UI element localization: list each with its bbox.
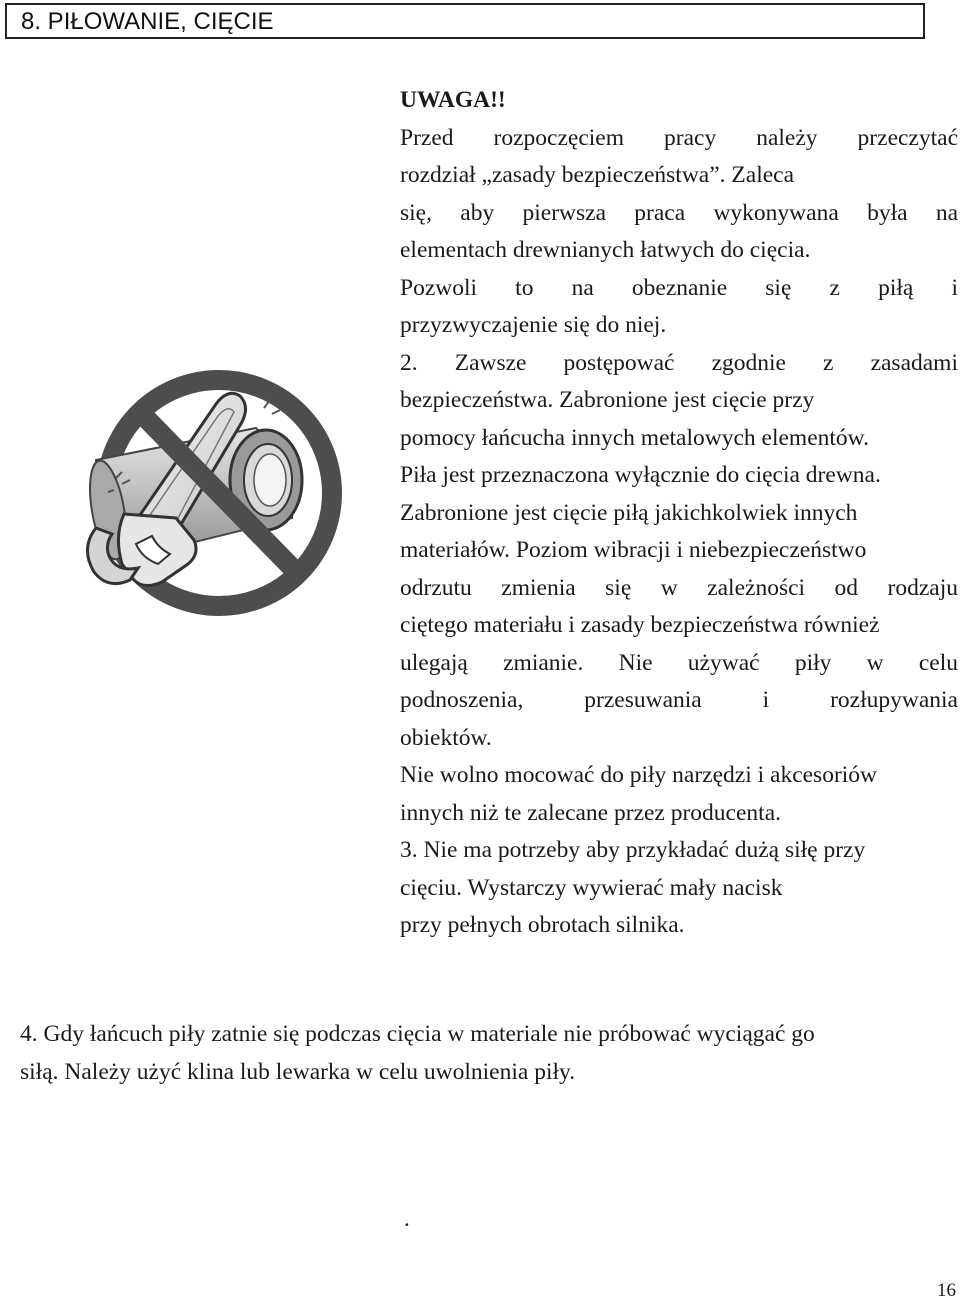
warning-line: bezpieczeństwa. Zabronione jest cięcie przy xyxy=(400,387,815,413)
no-cutting-metal-pipe-icon xyxy=(78,368,360,618)
warning-line: 2. Zawsze postępować zgodnie z zasadami xyxy=(400,349,958,376)
warning-line: materiałów. Poziom wibracji i niebezpieczeństwo xyxy=(400,537,867,563)
warning-line: ciętego materiału i zasady bezpieczeństwa również xyxy=(400,612,880,638)
warning-line: rozdział „zasady bezpieczeństwa”. Zaleca xyxy=(400,162,795,188)
warning-line: przyzwyczajenie się do niej. xyxy=(400,312,667,338)
warning-line: ulegają zmianie. Nie używać piły w celu xyxy=(400,649,958,676)
warning-line: Nie wolno mocować do piły narzędzi i akcesoriów xyxy=(400,762,878,788)
warning-line: obiektów. xyxy=(400,724,492,751)
note-4-paragraph xyxy=(20,1016,960,1091)
warning-line: Zabronione jest cięcie piłą jakichkolwiek innych xyxy=(400,499,858,526)
warning-line: elementach drewnianych łatwych do cięcia. xyxy=(400,237,811,263)
page-number: 16 xyxy=(937,1280,956,1301)
warning-line: innych niż te zalecane przez producenta. xyxy=(400,799,782,826)
section-header: 8. PIŁOWANIE, CIĘCIE xyxy=(5,3,925,39)
stray-dot: . xyxy=(404,1206,410,1231)
warning-line: Przed rozpoczęciem pracy należy przeczytać xyxy=(400,124,958,151)
warning-line: przy pełnych obrotach silnika. xyxy=(400,912,685,938)
warning-line: cięciu. Wystarczy wywierać mały nacisk xyxy=(400,874,783,901)
warning-title: UWAGA!! xyxy=(400,87,506,113)
note-line: 4. Gdy łańcuch piły zatnie się podczas cięcia w materiale nie próbować wyciągać go xyxy=(20,1021,815,1047)
warning-line: odrzutu zmienia się w zależności od rodzaju xyxy=(400,574,958,601)
warning-line: pomocy łańcucha innych metalowych elementów. xyxy=(400,424,869,451)
warning-line: się, aby pierwsza praca wykonywana była na xyxy=(400,199,958,226)
warning-block xyxy=(400,82,958,945)
warning-line: 3. Nie ma potrzeby aby przykładać dużą siłę przy xyxy=(400,837,866,863)
warning-line: Pozwoli to na obeznanie się z piłą i xyxy=(400,274,958,301)
note-line: siłą. Należy użyć klina lub lewarka w celu uwolnienia piły. xyxy=(20,1058,576,1085)
warning-line: podnoszenia, przesuwania i rozłupywania xyxy=(400,687,958,713)
warning-line: Piła jest przeznaczona wyłącznie do cięcia drewna. xyxy=(400,462,881,488)
